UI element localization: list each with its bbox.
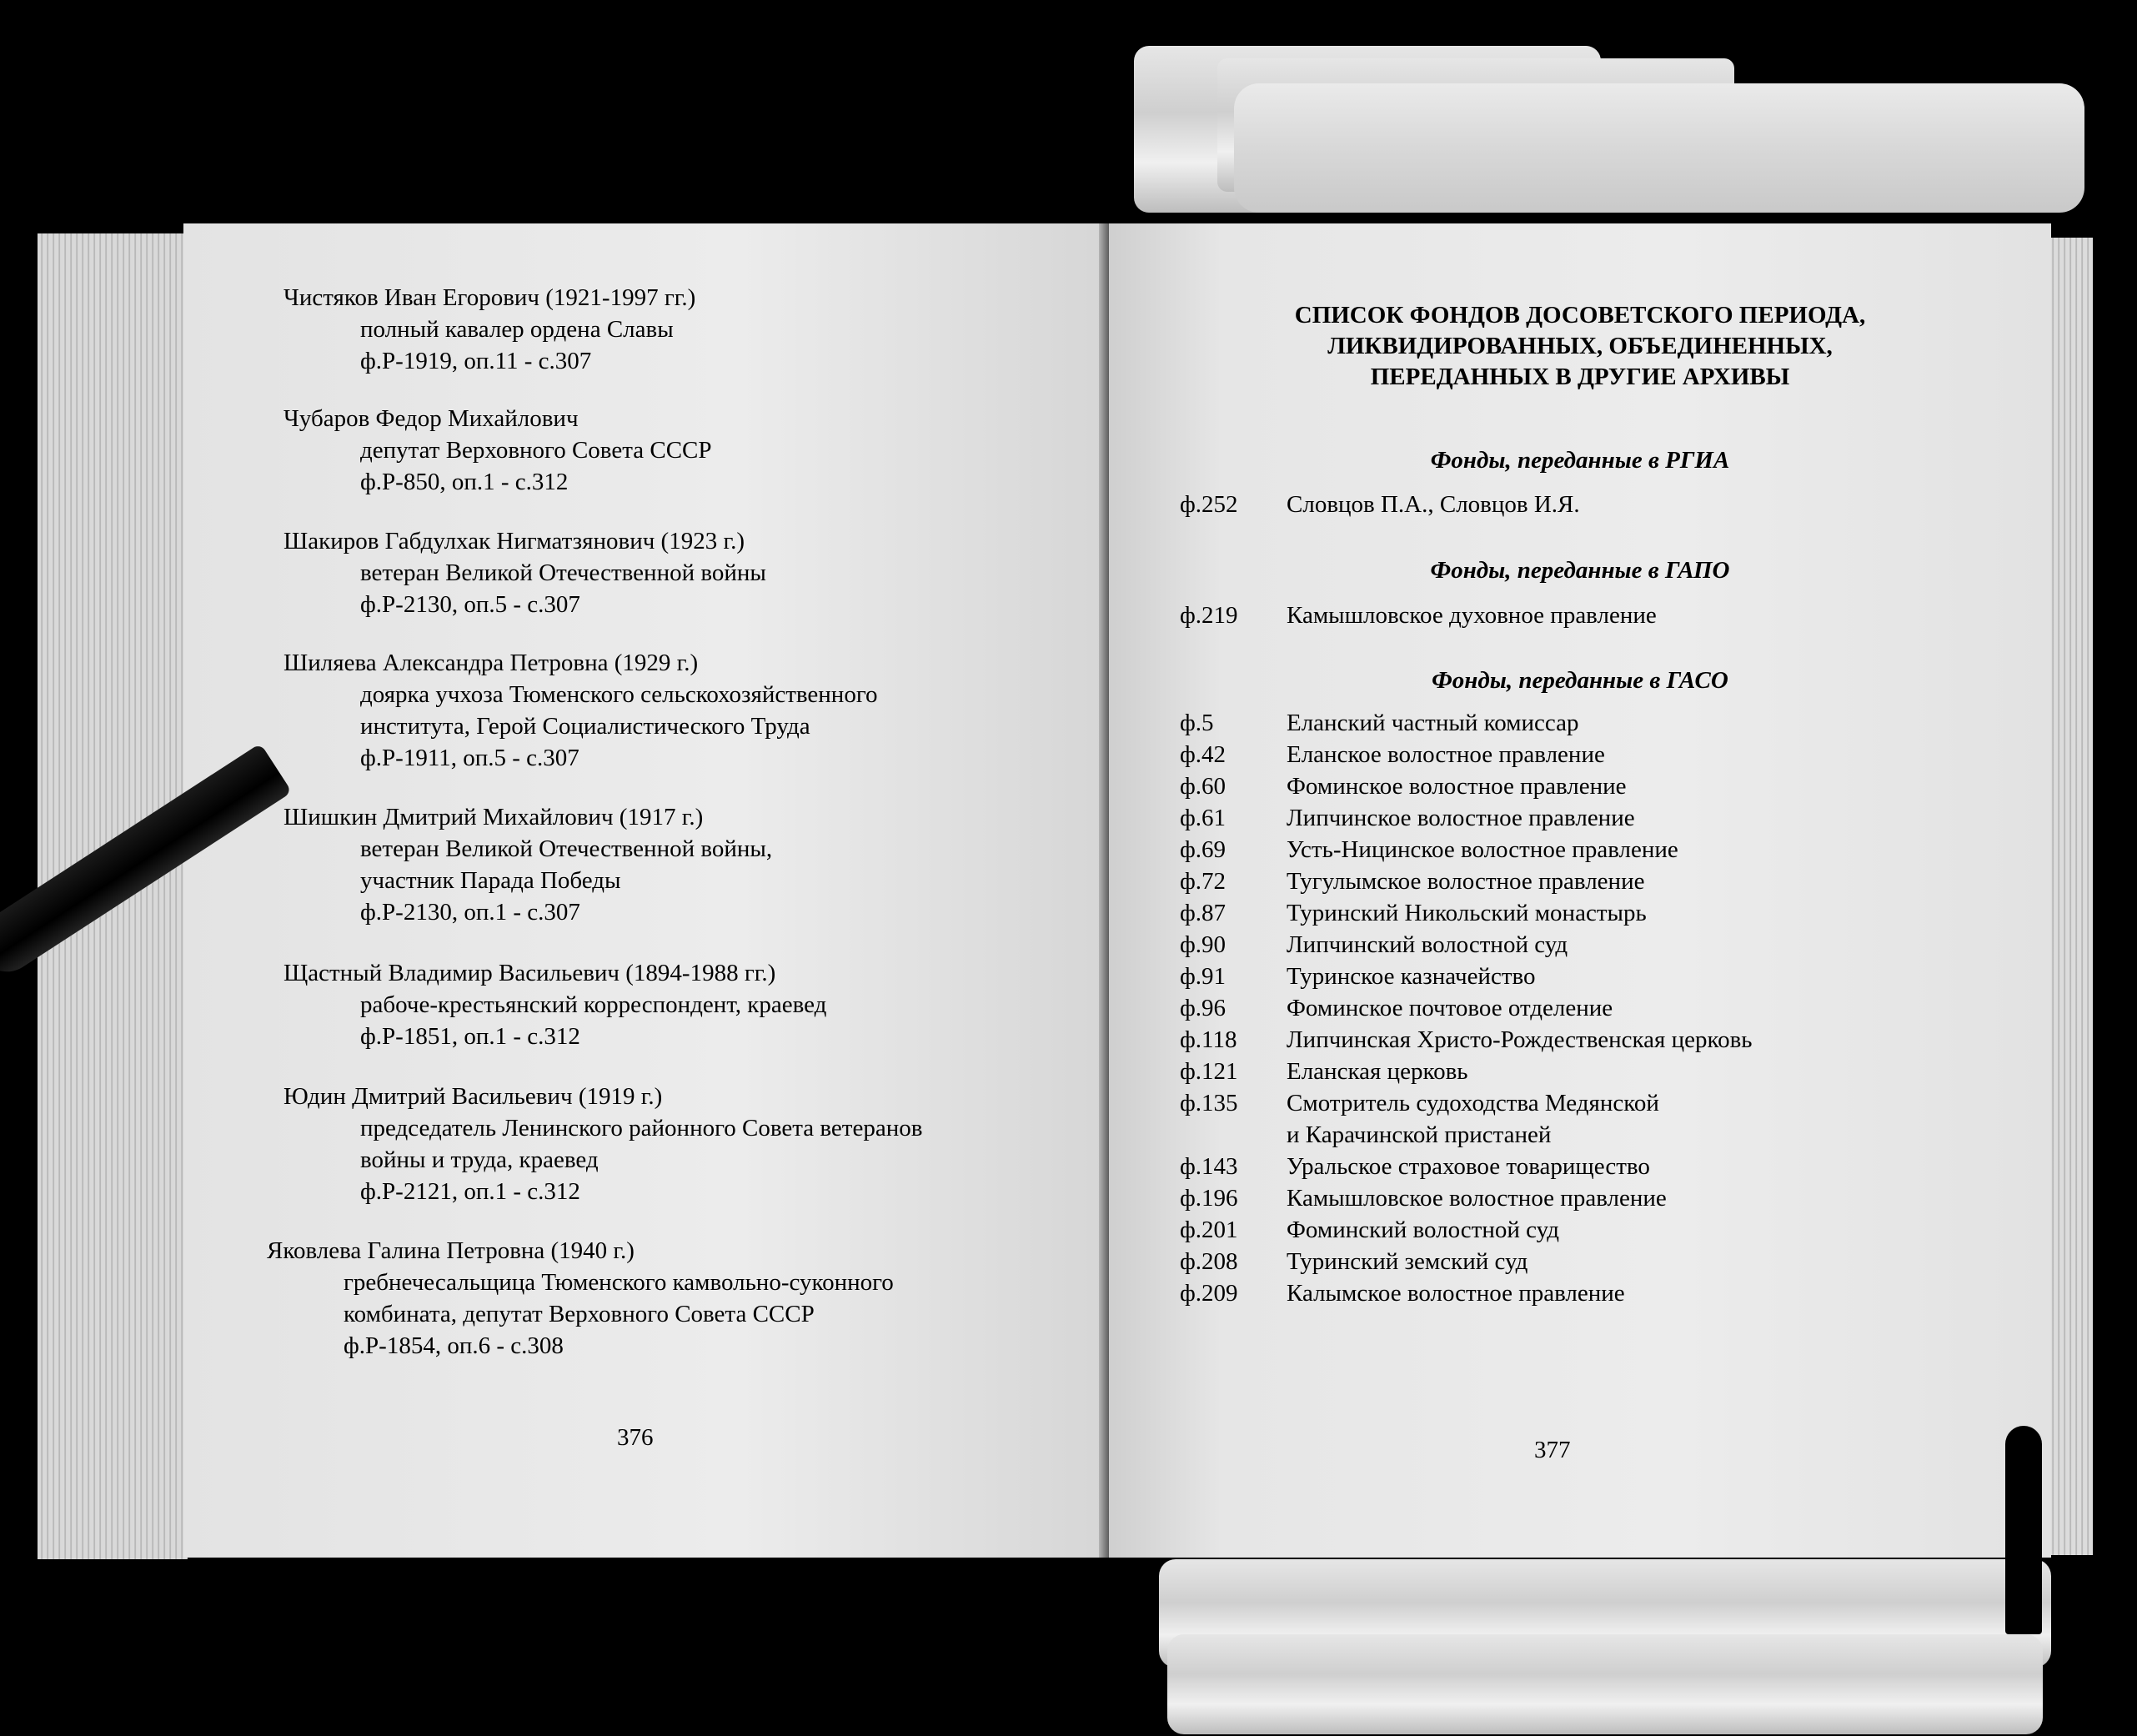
page-number: 377 <box>1534 1437 1571 1463</box>
fund-reference: ф.Р-850, оп.1 - с.312 <box>360 469 569 495</box>
fund-reference: ф.Р-1911, оп.5 - с.307 <box>360 745 579 771</box>
fund-row <box>1180 489 1580 520</box>
foam-support <box>1234 83 2084 213</box>
fund-title-line: и Карачинской пристаней <box>1287 1121 1552 1148</box>
fund-number: ф.60 <box>1180 773 1227 800</box>
person-name: Юдин Дмитрий Васильевич (1919 г.) <box>283 1083 663 1110</box>
person-name: Чистяков Иван Егорович (1921-1997 гг.) <box>283 284 696 311</box>
page-heading <box>1159 300 2001 393</box>
fund-title: Туринский Никольский монастырь <box>1287 900 1647 926</box>
person-description: депутат Верховного Совета СССР <box>360 437 712 464</box>
fund-number: ф.96 <box>1180 995 1227 1021</box>
fund-title: Фоминский волостной суд <box>1287 1217 1560 1243</box>
fund-title: Уральское страховое товарищество <box>1287 1153 1650 1180</box>
fund-number: ф.209 <box>1180 1280 1238 1307</box>
heading-line: ПЕРЕДАННЫХ В ДРУГИЕ АРХИВЫ <box>1370 364 1790 390</box>
fund-number: ф.118 <box>1180 1026 1237 1053</box>
page-number: 376 <box>617 1424 654 1451</box>
fund-row <box>1180 834 1753 865</box>
right-page <box>1109 223 2051 1558</box>
person-description: участник Парада Победы <box>360 867 621 894</box>
fund-title: Калымское волостное правление <box>1287 1280 1625 1307</box>
person-name: Щастный Владимир Васильевич (1894-1988 гг.) <box>283 960 776 986</box>
fund-reference: ф.Р-2130, оп.1 - с.307 <box>360 899 580 926</box>
fund-reference: ф.Р-2121, оп.1 - с.312 <box>360 1178 580 1205</box>
fund-title: Усть-Ницинское волостное правление <box>1287 836 1678 863</box>
person-entry <box>283 403 1084 498</box>
person-entry <box>283 525 1084 620</box>
person-entry <box>283 647 1084 774</box>
fund-title: Камышловское волостное правление <box>1287 1185 1667 1212</box>
fund-row <box>1180 1182 1753 1214</box>
fund-title: Еланское волостное правление <box>1287 741 1605 768</box>
fund-row <box>1180 1151 1753 1182</box>
fund-title: Туринское казначейство <box>1287 963 1536 990</box>
person-description: рабоче-крестьянский корреспондент, краевед <box>360 991 827 1018</box>
fund-number: ф.196 <box>1180 1185 1238 1212</box>
fund-title: Липчинская Христо-Рождественская церковь <box>1287 1026 1753 1053</box>
section-title: Фонды, переданные в ГАПО <box>1430 557 1730 584</box>
fund-number: ф.121 <box>1180 1058 1238 1085</box>
person-description: доярка учхоза Тюменского сельскохозяйственного <box>360 681 878 708</box>
fund-number: ф.87 <box>1180 900 1227 926</box>
heading-line: ЛИКВИДИРОВАННЫХ, ОБЪЕДИНЕННЫХ, <box>1327 333 1833 359</box>
person-name: Чубаров Федор Михайлович <box>283 405 579 432</box>
fund-reference: ф.Р-1919, оп.11 - с.307 <box>360 348 592 374</box>
person-description: гребнечесальщица Тюменского камвольно-суконного <box>344 1269 894 1296</box>
fund-row <box>1180 707 1753 739</box>
fund-row <box>1180 961 1753 992</box>
fund-reference: ф.Р-1854, оп.6 - с.308 <box>344 1332 564 1359</box>
fund-number: ф.90 <box>1180 931 1227 958</box>
fund-row <box>1180 770 1753 802</box>
fund-row <box>1180 865 1753 897</box>
fund-row <box>1180 739 1753 770</box>
person-entry <box>283 282 1084 377</box>
fund-number: ф.91 <box>1180 963 1227 990</box>
person-entry <box>267 1235 1067 1362</box>
fund-number: ф.135 <box>1180 1090 1238 1116</box>
fund-title: Липчинское волостное правление <box>1287 805 1635 831</box>
fund-row <box>1180 1277 1753 1309</box>
fund-number: ф.5 <box>1180 710 1214 736</box>
fund-row <box>1180 897 1753 929</box>
fund-title: Камышловское духовное правление <box>1287 602 1657 629</box>
fund-reference: ф.Р-2130, оп.5 - с.307 <box>360 591 580 618</box>
person-description: полный кавалер ордена Славы <box>360 316 674 343</box>
clip-page-holder <box>2005 1426 2042 1634</box>
fund-row <box>1180 1087 1753 1151</box>
section-title: Фонды, переданные в РГИА <box>1430 447 1730 474</box>
fund-row <box>1180 1056 1753 1087</box>
fund-number: ф.42 <box>1180 741 1227 768</box>
person-name: Шиляева Александра Петровна (1929 г.) <box>283 650 699 676</box>
left-page <box>183 223 1109 1558</box>
fund-title <box>1287 1087 1659 1151</box>
fund-title: Словцов П.А., Словцов И.Я. <box>1287 491 1580 518</box>
person-description: председатель Ленинского районного Совета ветеранов <box>360 1115 923 1141</box>
person-description: комбината, депутат Верховного Совета СССР <box>344 1301 815 1327</box>
fund-number: ф.208 <box>1180 1248 1238 1275</box>
person-entry <box>283 957 1084 1052</box>
fund-row <box>1180 1024 1753 1056</box>
person-entry <box>283 1081 1084 1207</box>
person-entry <box>283 801 1084 928</box>
fund-title: Туринский земский суд <box>1287 1248 1528 1275</box>
section-title: Фонды, переданные в ГАСО <box>1432 667 1728 694</box>
fund-number: ф.252 <box>1180 491 1238 518</box>
fund-number: ф.72 <box>1180 868 1227 895</box>
fund-row <box>1180 929 1753 961</box>
fund-title: Тугулымское волостное правление <box>1287 868 1645 895</box>
person-description: ветеран Великой Отечественной войны, <box>360 835 773 862</box>
fund-list <box>1180 707 1753 1309</box>
fund-number: ф.143 <box>1180 1153 1238 1180</box>
person-description: ветеран Великой Отечественной войны <box>360 559 766 586</box>
heading-line: СПИСОК ФОНДОВ ДОСОВЕТСКОГО ПЕРИОДА, <box>1294 302 1866 329</box>
fund-title: Фоминское волостное правление <box>1287 773 1627 800</box>
fund-title: Еланский частный комиссар <box>1287 710 1579 736</box>
person-description: войны и труда, краевед <box>360 1146 599 1173</box>
fund-title: Еланская церковь <box>1287 1058 1468 1085</box>
fund-reference: ф.Р-1851, оп.1 - с.312 <box>360 1023 580 1050</box>
person-name: Яковлева Галина Петровна (1940 г.) <box>267 1237 635 1264</box>
fund-row <box>1180 802 1753 834</box>
foam-support <box>1167 1634 2043 1734</box>
fund-number: ф.61 <box>1180 805 1227 831</box>
fund-row <box>1180 1246 1753 1277</box>
fund-row <box>1180 992 1753 1024</box>
fund-title: Липчинский волостной суд <box>1287 931 1568 958</box>
person-name: Шишкин Дмитрий Михайлович (1917 г.) <box>283 804 704 830</box>
fund-number: ф.201 <box>1180 1217 1238 1243</box>
fund-row <box>1180 600 1657 631</box>
person-name: Шакиров Габдулхак Нигматзянович (1923 г.) <box>283 528 745 554</box>
fund-title-line: Смотритель судоходства Медянской <box>1287 1090 1659 1116</box>
fund-row <box>1180 1214 1753 1246</box>
person-description: института, Герой Социалистического Труда <box>360 713 810 740</box>
fund-number: ф.69 <box>1180 836 1227 863</box>
fund-number: ф.219 <box>1180 602 1238 629</box>
fund-title: Фоминское почтовое отделение <box>1287 995 1613 1021</box>
